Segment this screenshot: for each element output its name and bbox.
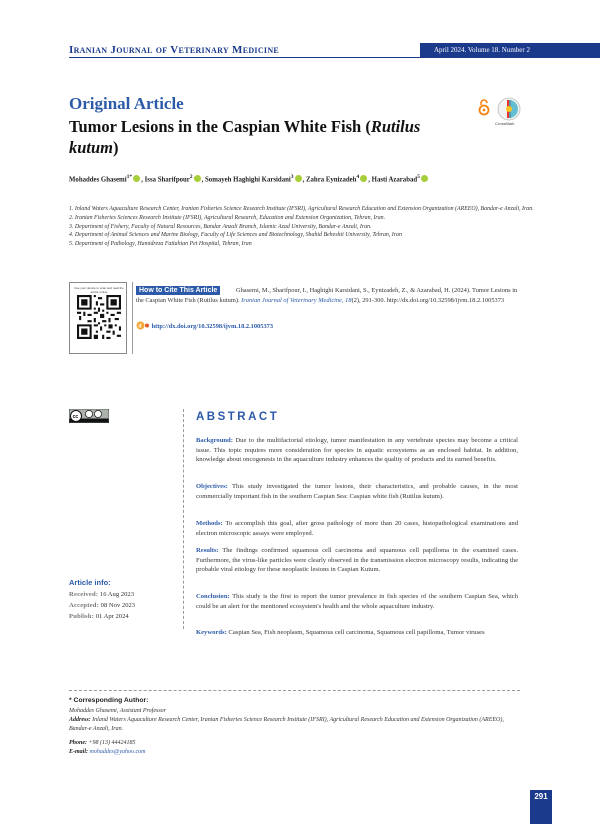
orcid-icon[interactable]: [295, 175, 302, 182]
doi-row[interactable]: [136, 321, 273, 330]
citation-divider: [132, 282, 133, 354]
corresponding-heading: * Corresponding Author:: [69, 697, 149, 704]
phone-value: +98 (13) 44424185: [87, 740, 136, 746]
author-name: Zahra Eynizadeh: [306, 176, 357, 184]
open-access-icon: [477, 98, 491, 116]
corresponding-divider: [69, 690, 520, 691]
section-label: Objectives:: [196, 483, 228, 490]
address-label: Address:: [69, 717, 91, 723]
received-value: 16 Aug 2023: [99, 591, 134, 598]
affiliation-item: 4. Department of Animal Sciences and Marine Biology, Faculty of Life Sciences and Biotechnology, Shahid Beheshti University, Tehran, Iran: [69, 232, 402, 239]
address-value: Inland Waters Aquaculture Research Center, Iranian Fisheries Science Research Institute (IFSRI), Agricultural Research Education and Extension Organization (AREEO), Bandar-e Anzali, Iran.: [69, 717, 504, 732]
journal-title: Iranian Journal of Veterinary Medicine: [69, 44, 280, 56]
orcid-icon[interactable]: [421, 175, 428, 182]
orcid-icon[interactable]: [194, 175, 201, 182]
author-list: Mohaddes Ghasemi$^{1*}$ , Issa Sharifpour$^2$ , Somayeh Haghighi Karsidani$^3$ , Zahra Eynizadeh$^4$ , Hasti Azarabad$^5$: [69, 174, 429, 183]
corresponding-email: [69, 748, 146, 757]
doi-link[interactable]: http://dx.doi.org/10.32598/ijvm.18.2.1005373: [151, 323, 274, 330]
publish-label: Publish:: [69, 613, 95, 620]
author-sup: 4: [356, 174, 360, 180]
section-text: This study is the first to report the tumor prevalence in fish species of the southern Caspian Sea, which could be an alert for the mentioned ecosystem's health and the whole aquaculture industry.: [196, 593, 518, 610]
citation-journal[interactable]: Iranian Journal of Veterinary Medicine, 18: [241, 297, 352, 304]
title-main: Tumor Lesions in the Caspian White Fish (: [69, 117, 371, 136]
section-text: The findings confirmed squamous cell carcinoma and squamous cell papilloma in the examined cases. Furthermore, the virus-like particles were clearly observed in the transmission electron microscopy results, indicating the probable viral etiology for these neoplastic lesions in Caspian Kutum.: [196, 547, 518, 574]
publish-date: [69, 613, 129, 620]
abstract-keywords: [196, 628, 518, 638]
section-label: Conclusion:: [196, 593, 230, 600]
qr-code-icon[interactable]: [77, 295, 121, 339]
author-sup: 5: [417, 174, 420, 180]
section-label: Background:: [196, 437, 233, 444]
author-name: Somayeh Haghighi Karsidani: [205, 176, 291, 184]
affiliation-item: 5. Department of Pathology, Hamidreza Fattahian Pet Hospital, Tehran, Iran: [69, 241, 252, 248]
qr-box: [69, 282, 127, 354]
section-text: Caspian Sea, Fish neoplasm, Squamous cell carcinoma, Squamous cell papilloma, Tumor viruses: [226, 629, 485, 636]
corresponding-name: Mohaddes Ghasemi, Assistant Professor: [69, 708, 167, 714]
received-label: Received:: [69, 591, 99, 598]
citation-end: (2), 291-300. http://dx.doi.org/10.32598/ijvm.18.2.1005373: [351, 297, 505, 304]
email-label: E-mail:: [69, 749, 88, 755]
author-sup: 3: [290, 174, 294, 180]
title-end: ): [113, 138, 119, 157]
svg-text:cc: cc: [72, 414, 79, 420]
citation-body: Ghasemi, M., Sharifpour, I., Haghighi Karsidani, S., Eynizadeh, Z., & Azarabad, H. (2024). Tumor Lesions in the Caspian White Fish (Rutilus kutum).: [136, 287, 518, 304]
qr-caption: Use your device to scan and read the article online: [74, 286, 124, 294]
received-date: [69, 591, 134, 598]
section-label: Keywords:: [196, 629, 227, 636]
svg-text:d: d: [138, 323, 142, 330]
author-sup: 1*: [126, 174, 133, 180]
abstract-divider: [183, 409, 184, 629]
article-info-heading: Article info:: [69, 578, 111, 587]
author-name: Hasti Azarabad: [371, 176, 418, 184]
abstract-methods: [196, 519, 518, 538]
author-name: Mohaddes Ghasemi: [69, 176, 127, 184]
author-name: Issa Sharifpour: [144, 176, 190, 184]
section-text: Due to the multifactorial etiology, tumor manifestation in any vertebrate species may become a critical issue. This topic requires more consideration for species in aquatic ecosystems as an enclosed habitat. In addition, knowledge about oncogenesis in the aquaculture industry enhances the quality of products and its earned benefits.: [196, 437, 518, 464]
orcid-icon[interactable]: [133, 175, 140, 182]
accepted-date: [69, 602, 135, 609]
abstract-conclusion: [196, 592, 518, 611]
crossmark-icon[interactable]: [497, 97, 521, 121]
corresponding-phone: [69, 739, 136, 748]
creative-commons-icon[interactable]: [69, 409, 109, 423]
abstract-background: [196, 436, 518, 465]
article-type: Original Article: [69, 94, 184, 113]
article-title: [69, 116, 469, 158]
affiliation-item: 3. Department of Fishery, Faculty of Natural Resources, Bandar Anzali Branch, Islamic Azad University, Bandar-e Anzali, Iran.: [69, 223, 372, 230]
orcid-icon[interactable]: [360, 175, 367, 182]
doi-icon: [136, 321, 150, 330]
publish-value: 01 Apr 2024: [95, 613, 129, 620]
header-rule: [69, 57, 600, 58]
accepted-value: 08 Nov 2023: [100, 602, 136, 609]
accepted-label: Accepted:: [69, 602, 99, 609]
section-text: This study investigated the tumor lesions, their characteristics, and probable causes, in the most commercially important fish in the southern Caspian Sea: Caspian white fish (Rutilus kutum).: [196, 483, 518, 500]
abstract-results: [196, 546, 518, 575]
affiliation-item: 1. Inland Waters Aquaculture Research Center, Iranian Fisheries Science Research Institute (IFSRI), Agricultural Research Education and Extension Organization (AREEO), Bandar-e Anzali, Iran.: [69, 206, 534, 212]
section-label: Results:: [196, 547, 219, 554]
page-number: 291: [530, 790, 552, 824]
abstract-heading: ABSTRACT: [196, 411, 280, 423]
email-link[interactable]: mohaddes@yahoo.com: [88, 749, 146, 755]
abstract-objectives: [196, 482, 518, 501]
phone-label: Phone:: [69, 740, 87, 746]
affiliations: [69, 205, 539, 249]
crossmark-label: CrossMark: [495, 121, 515, 126]
cite-label: How to Cite This Article: [136, 286, 220, 295]
issue-banner: April 2024. Volume 18. Number 2: [420, 43, 600, 57]
author-sup: 2: [189, 174, 193, 180]
section-text: To accomplish this goal, after gross pathology of more than 20 cases, histopathological examinations and electron microscopic assays were employed.: [196, 520, 518, 537]
affiliation-item: 2. Iranian Fisheries Sciences Research Institute (IFSRI), Agricultural Research, Education and Extension Organization, Tehran, Iran.: [69, 214, 386, 221]
title-species: Rutilus kutum: [69, 117, 421, 157]
section-label: Methods:: [196, 520, 223, 527]
corresponding-address: [69, 716, 519, 733]
